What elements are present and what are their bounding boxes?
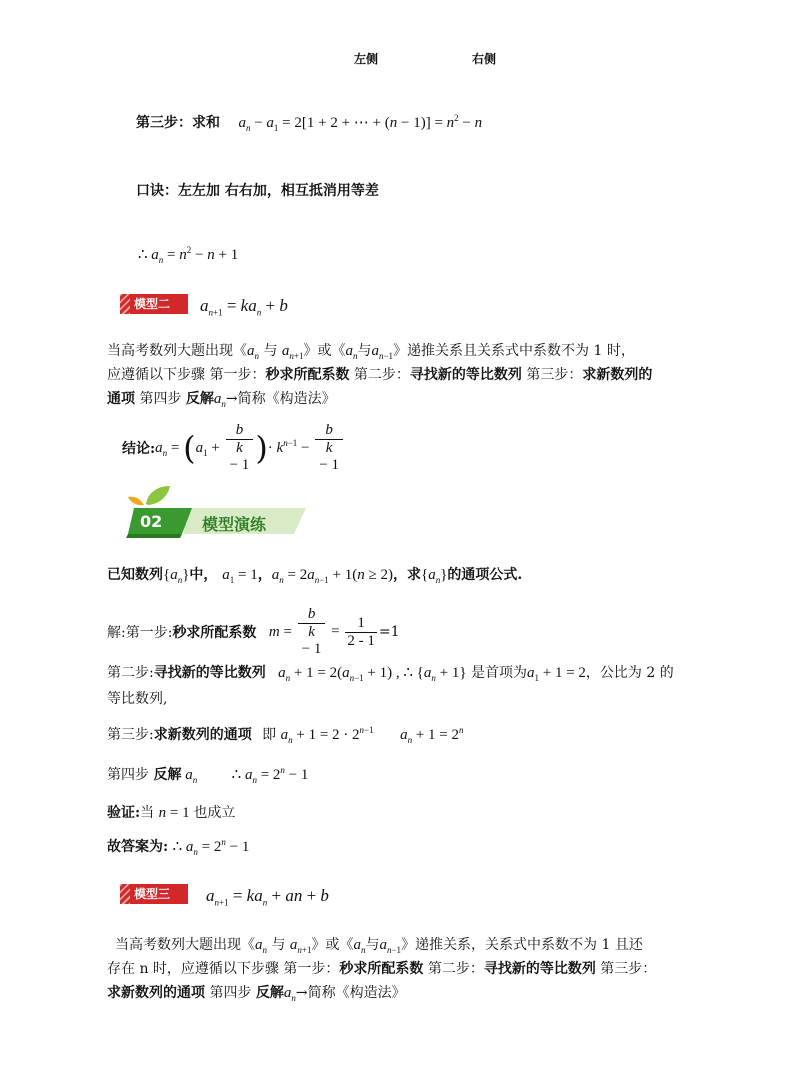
final-answer: 故答案为: ∴ $a_n = 2^n - 1$ <box>107 837 250 857</box>
step3-line <box>136 112 482 132</box>
section-banner <box>126 484 306 538</box>
model3-desc-line1: 当高考数列大题出现《$a_n$ 与 $a_{n+1}$》或《$a_n$与$a_{n-1}$》递推关系，关系式中系数不为 1 且还 <box>115 937 643 955</box>
step3-label: 第三步：求和 <box>136 115 220 131</box>
conclusion-label: 结论: <box>122 441 156 457</box>
solution-step2: 第二步:寻找新的等比数列 $a_n + 1 = 2(a_{n-1} + 1)$ , ∴ $\{a_n + 1\}$ 是首项为$a_1 + 1 = 2$，公比为 2 的 <box>107 665 674 683</box>
mnemonic: 口诀：左左加 右右加，相互抵消用等差 <box>136 183 379 199</box>
solution-step2-cont: 等比数列, <box>107 691 168 707</box>
model3-desc-line2: 存在 n 时，应遵循以下步骤 第一步：秒求所配系数 第二步：寻找新的等比数列 第三步： <box>107 961 657 977</box>
model2-desc-line3: 通项 第四步 反解$a_n\to$简称《构造法》 <box>107 391 336 409</box>
model2-badge: 模型二 <box>120 294 188 314</box>
solution-step3: 第三步:求新数列的通项 即 $a_n + 1 = 2 \cdot 2^{n-1}$ $a_n + 1 = 2^n$ <box>107 725 464 745</box>
problem-statement: 已知数列$\{a_n\}$中， $a_1 = 1$，$a_n = 2a_{n-1} + 1(n \ge 2)$，求$\{a_n\}$的通项公式. <box>107 567 523 585</box>
model2-recurrence: $a_{n+1} = ka_n + b$ <box>200 296 288 318</box>
section-title: 模型演练 <box>202 515 267 534</box>
solution-step4: 第四步 反解 $a_n$ ∴ $a_n = 2^n - 1$ <box>107 765 309 785</box>
sum-formula: $a_n - a_1 = 2[1 + 2$ + ⋯ + $(n - 1)] = n^2 - n$ <box>238 113 483 133</box>
model2-desc-line2: 应遵循以下步骤 第一步：秒求所配系数 第二步：寻找新的等比数列 第三步：求新数列的 <box>107 367 653 383</box>
model3-recurrence: $a_{n+1} = ka_n$ + an + b <box>206 886 329 908</box>
solution-step1: 解:第一步:秒求所配系数 m = b k − 1 = $\frac{1}{2 - 1}$ =1 <box>107 606 400 657</box>
section-number: 02 <box>140 512 163 531</box>
result-formula: ∴ $a_n = n^2 - n + 1$ <box>138 245 239 265</box>
header-right: 右侧 <box>472 52 497 66</box>
header-left: 左侧 <box>354 52 379 66</box>
model3-badge: 模型三 <box>120 884 188 904</box>
verification: 验证:当 n = 1 也成立 <box>107 805 236 821</box>
model2-desc-line1: 当高考数列大题出现《$a_n$ 与 $a_{n+1}$》或《$a_n$与$a_{n-1}$》递推关系且关系式中系数不为 1 时， <box>107 343 635 361</box>
model3-desc-line3: 求新数列的通项 第四步 反解$a_n\to$简称《构造法》 <box>107 985 406 1003</box>
model2-conclusion: 结论$:a_n = (a_1$ + b k − 1 )· $k^{n-1}$ − b k − 1 <box>122 422 345 474</box>
